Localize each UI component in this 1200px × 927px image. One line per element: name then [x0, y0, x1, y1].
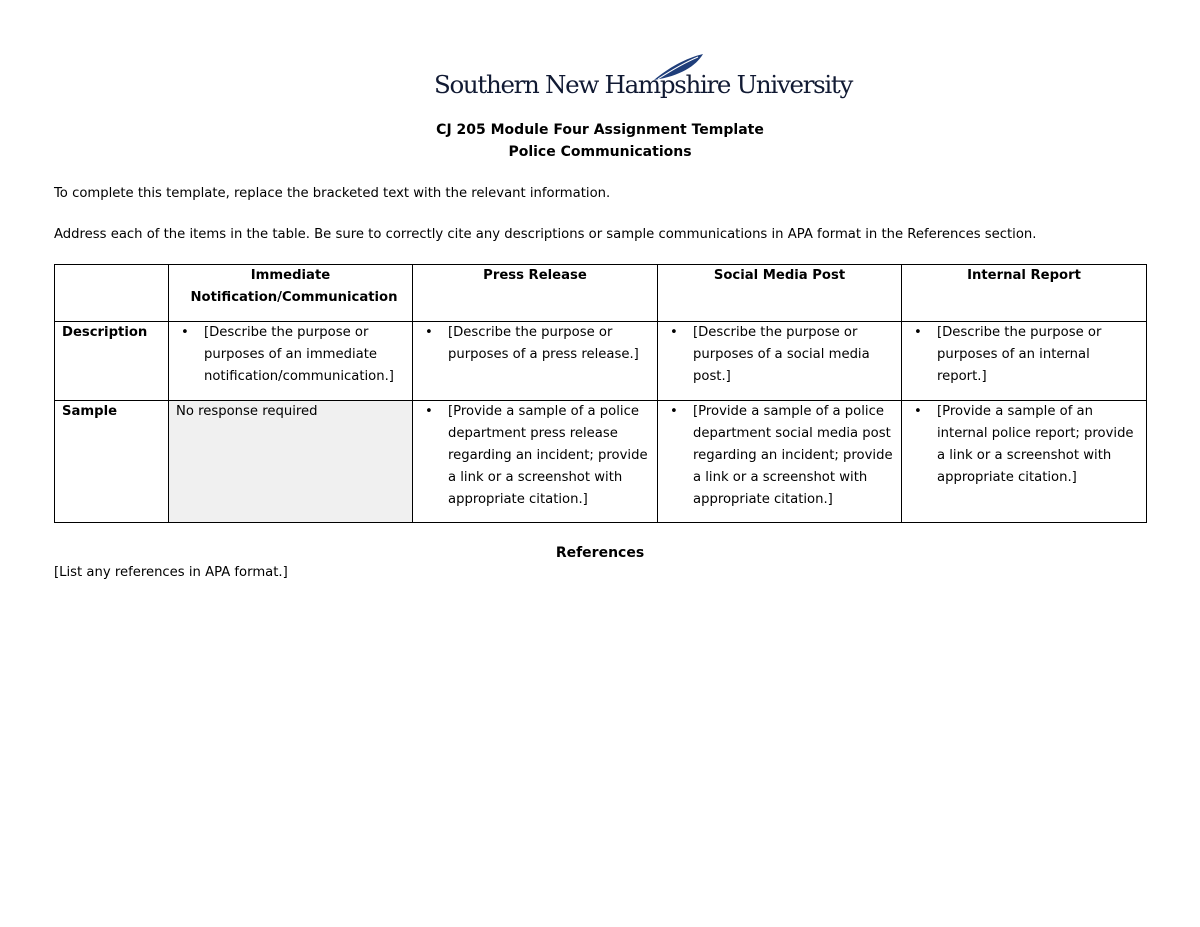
- table-cell: [902, 401, 1147, 523]
- table-cell: [658, 401, 902, 523]
- table-cell: [902, 322, 1147, 401]
- intro-paragraph-1: To complete this template, replace the bracketed text with the relevant information.: [54, 186, 611, 201]
- header-cell-empty: [55, 265, 169, 322]
- document-subtitle: Police Communications: [508, 144, 692, 160]
- table-header-row: [55, 265, 1147, 322]
- logo-text: Southern New Hampshire University: [434, 70, 852, 99]
- list-item: • [Describe the purpose or purposes of a press release.]: [448, 322, 650, 366]
- header-social-media-post: Social Media Post: [658, 265, 902, 322]
- table-cell: [169, 322, 413, 401]
- header-label: Immediate Notification/Communication: [190, 268, 398, 305]
- table-cell: [658, 322, 902, 401]
- list-item: • [Provide a sample of a police department press release regarding an incident; provide a link or a screenshot with appropriate citation.]: [448, 401, 650, 511]
- table-cell: [413, 322, 658, 401]
- list-item: • [Describe the purpose or purposes of an internal report.]: [937, 322, 1139, 388]
- table-cell-shaded: No response required: [169, 401, 413, 523]
- row-label: Description: [55, 322, 169, 401]
- list-item: • [Provide a sample of an internal police report; provide a link or a screenshot with appropriate citation.]: [937, 401, 1139, 489]
- references-heading: References: [555, 545, 645, 561]
- header-press-release: Press Release: [413, 265, 658, 322]
- assignment-table: [54, 264, 1147, 523]
- intro-paragraph-2: Address each of the items in the table. Be sure to correctly cite any descriptions or sample communications in APA format in the References section.: [54, 227, 1037, 242]
- row-label: Sample: [55, 401, 169, 523]
- list-item: • [Provide a sample of a police department social media post regarding an incident; provide a link or a screenshot with appropriate citation.]: [693, 401, 894, 511]
- header-internal-report: Internal Report: [902, 265, 1147, 322]
- table-row-sample: [55, 401, 1147, 523]
- university-logo: [434, 52, 852, 104]
- header-immediate-notification: [169, 265, 413, 322]
- list-item: • [Describe the purpose or purposes of an immediate notification/communication.]: [204, 322, 405, 388]
- list-item: • [Describe the purpose or purposes of a social media post.]: [693, 322, 894, 388]
- table-cell: [413, 401, 658, 523]
- document-title: CJ 205 Module Four Assignment Template: [436, 122, 764, 138]
- references-body: [List any references in APA format.]: [54, 565, 288, 580]
- table-row-description: [55, 322, 1147, 401]
